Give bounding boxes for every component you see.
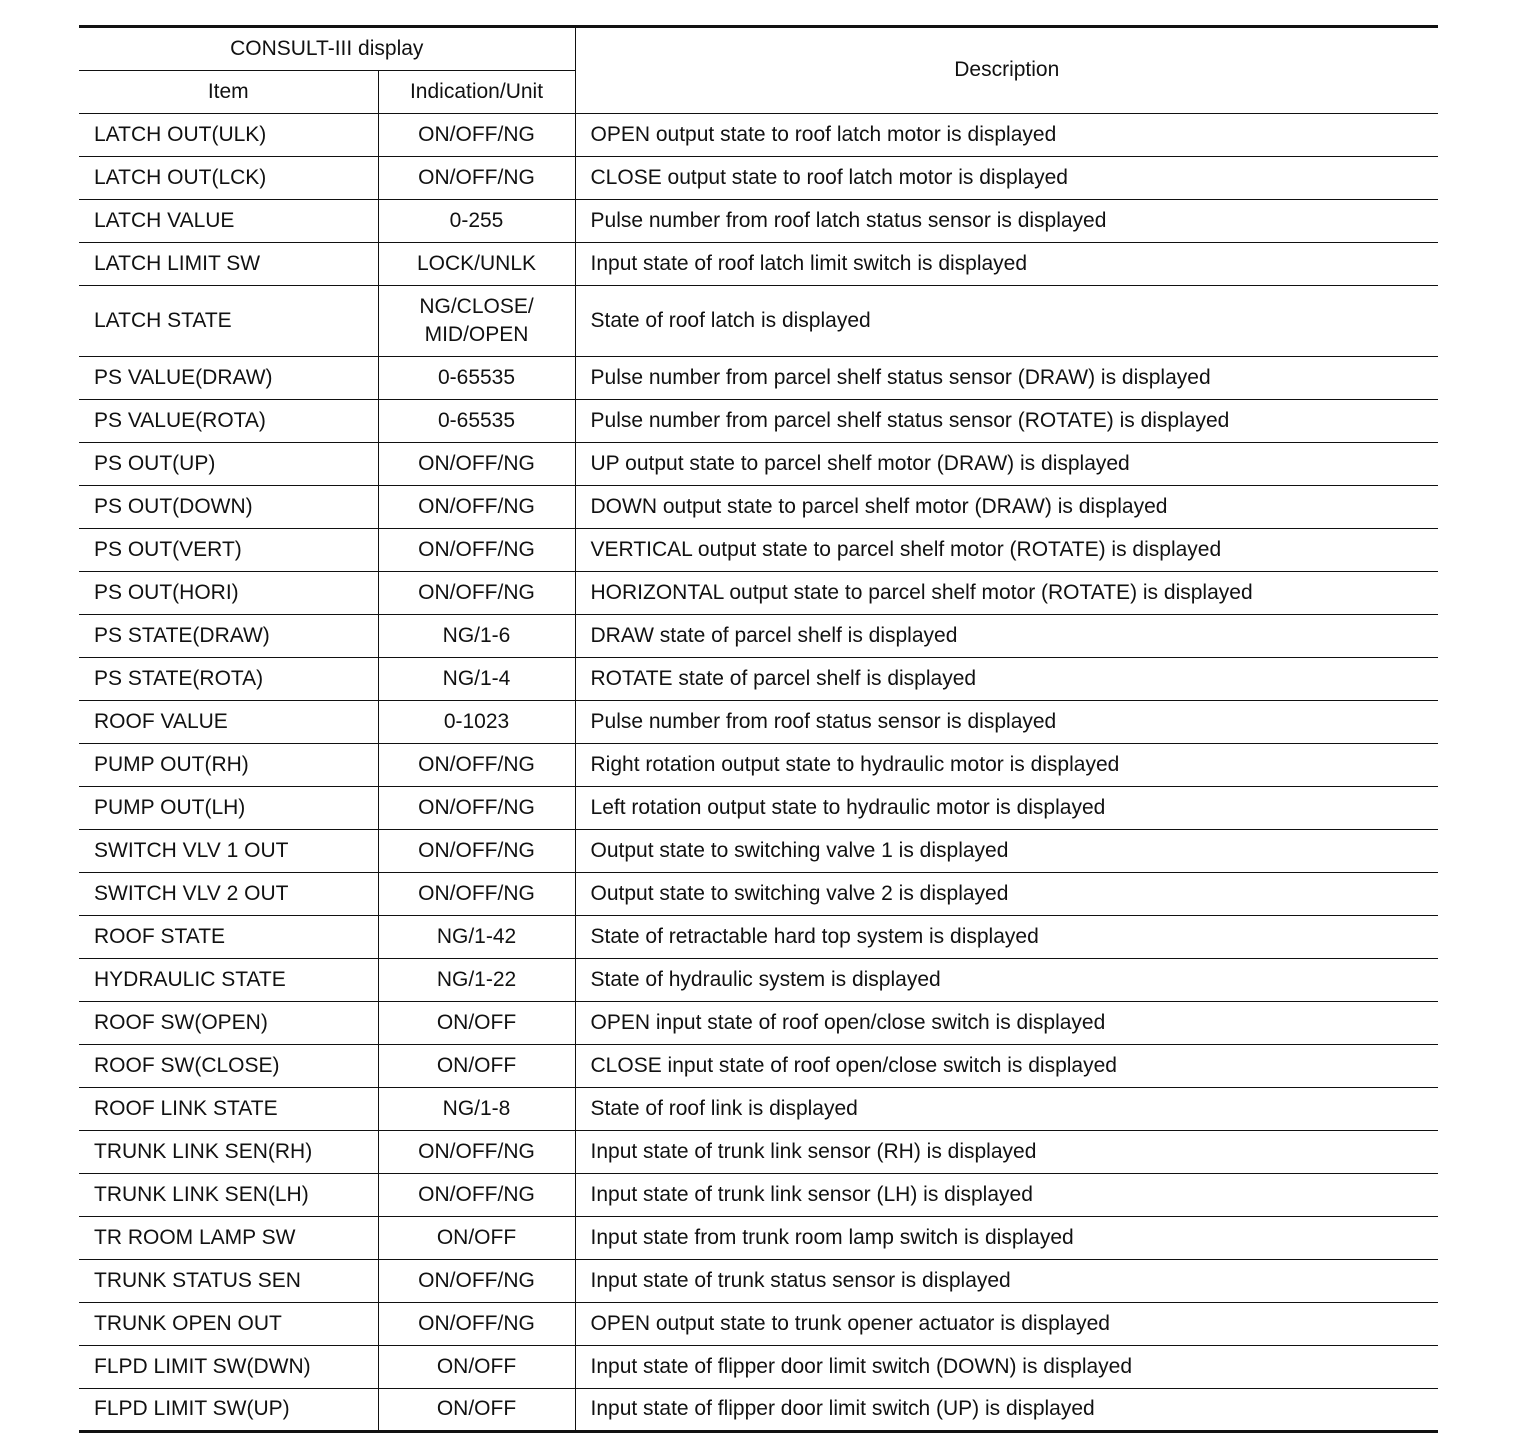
item-cell: SWITCH VLV 1 OUT [79,830,378,873]
description-cell: Input state of flipper door limit switch (DOWN) is displayed [575,1346,1438,1389]
indication-cell: ON/OFF/NG [378,1260,575,1303]
table-row [79,200,1438,243]
indication-cell: NG/1-42 [378,916,575,959]
description-cell: CLOSE input state of roof open/close switch is displayed [575,1045,1438,1088]
item-cell: TRUNK LINK SEN(RH) [79,1131,378,1174]
indication-cell: ON/OFF [378,1217,575,1260]
indication-cell: ON/OFF/NG [378,486,575,529]
indication-cell: ON/OFF/NG [378,787,575,830]
indication-cell: 0-65535 [378,400,575,443]
table-row [79,1088,1438,1131]
table-row [79,1131,1438,1174]
indication-cell: ON/OFF [378,1389,575,1432]
indication-cell: NG/1-6 [378,615,575,658]
item-cell: FLPD LIMIT SW(UP) [79,1389,378,1432]
item-cell: ROOF SW(OPEN) [79,1002,378,1045]
description-cell: State of retractable hard top system is displayed [575,916,1438,959]
header-item: Item [79,71,378,114]
table-row [79,1346,1438,1389]
table-row [79,701,1438,744]
description-cell: OPEN output state to trunk opener actuator is displayed [575,1303,1438,1346]
description-cell: OPEN output state to roof latch motor is displayed [575,114,1438,157]
item-cell: SWITCH VLV 2 OUT [79,873,378,916]
indication-cell: ON/OFF [378,1045,575,1088]
indication-line: MID/OPEN [424,323,529,346]
indication-cell: ON/OFF/NG [378,744,575,787]
indication-cell: 0-1023 [378,701,575,744]
indication-line: NG/CLOSE/ [419,294,534,318]
table-row [79,744,1438,787]
item-cell: ROOF SW(CLOSE) [79,1045,378,1088]
item-cell: LATCH VALUE [79,200,378,243]
description-cell: Output state to switching valve 2 is displayed [575,873,1438,916]
description-cell: State of roof link is displayed [575,1088,1438,1131]
item-cell: TRUNK LINK SEN(LH) [79,1174,378,1217]
indication-cell [378,286,575,357]
table-header [79,27,1438,114]
item-cell: LATCH OUT(ULK) [79,114,378,157]
indication-cell: LOCK/UNLK [378,243,575,286]
item-cell: PS OUT(UP) [79,443,378,486]
indication-cell: NG/1-8 [378,1088,575,1131]
item-cell: HYDRAULIC STATE [79,959,378,1002]
description-cell: VERTICAL output state to parcel shelf motor (ROTATE) is displayed [575,529,1438,572]
indication-cell: ON/OFF/NG [378,830,575,873]
table-row [79,615,1438,658]
indication-cell: 0-65535 [378,357,575,400]
description-cell: Input state of trunk link sensor (RH) is displayed [575,1131,1438,1174]
item-cell: PS OUT(HORI) [79,572,378,615]
description-cell: CLOSE output state to roof latch motor is displayed [575,157,1438,200]
table-row [79,1389,1438,1432]
description-cell: Pulse number from parcel shelf status sensor (ROTATE) is displayed [575,400,1438,443]
header-indication-unit: Indication/Unit [378,71,575,114]
table-row [79,114,1438,157]
item-cell: TRUNK OPEN OUT [79,1303,378,1346]
table-row [79,830,1438,873]
description-cell: Output state to switching valve 1 is displayed [575,830,1438,873]
table-row [79,529,1438,572]
item-cell: PUMP OUT(RH) [79,744,378,787]
indication-cell: ON/OFF/NG [378,529,575,572]
description-cell: Left rotation output state to hydraulic motor is displayed [575,787,1438,830]
item-cell: LATCH OUT(LCK) [79,157,378,200]
header-row-group [79,27,1438,71]
table-row [79,658,1438,701]
table-row [79,1002,1438,1045]
item-cell: TRUNK STATUS SEN [79,1260,378,1303]
indication-cell: ON/OFF/NG [378,443,575,486]
indication-cell: ON/OFF/NG [378,572,575,615]
indication-cell: ON/OFF [378,1002,575,1045]
header-description: Description [575,27,1438,114]
table-row [79,286,1438,357]
description-cell: Pulse number from roof latch status sensor is displayed [575,200,1438,243]
item-cell: TR ROOM LAMP SW [79,1217,378,1260]
table-row [79,787,1438,830]
indication-cell: ON/OFF/NG [378,114,575,157]
description-cell: Pulse number from parcel shelf status sensor (DRAW) is displayed [575,357,1438,400]
description-cell: State of hydraulic system is displayed [575,959,1438,1002]
table-row [79,400,1438,443]
description-cell: Input state of roof latch limit switch is displayed [575,243,1438,286]
item-cell: ROOF STATE [79,916,378,959]
table-body [79,114,1438,1432]
item-cell: PS OUT(DOWN) [79,486,378,529]
description-cell: ROTATE state of parcel shelf is displayed [575,658,1438,701]
table-row [79,916,1438,959]
item-cell: ROOF LINK STATE [79,1088,378,1131]
table-row [79,1260,1438,1303]
item-cell: PS VALUE(DRAW) [79,357,378,400]
indication-cell: ON/OFF/NG [378,1131,575,1174]
description-cell: DRAW state of parcel shelf is displayed [575,615,1438,658]
header-consult-display: CONSULT-III display [79,27,575,71]
table-row [79,959,1438,1002]
item-cell: PS VALUE(ROTA) [79,400,378,443]
description-cell: Input state of trunk status sensor is displayed [575,1260,1438,1303]
table-row [79,486,1438,529]
item-cell: LATCH LIMIT SW [79,243,378,286]
description-cell: Input state from trunk room lamp switch is displayed [575,1217,1438,1260]
description-cell: Input state of flipper door limit switch (UP) is displayed [575,1389,1438,1432]
item-cell: FLPD LIMIT SW(DWN) [79,1346,378,1389]
description-cell: HORIZONTAL output state to parcel shelf motor (ROTATE) is displayed [575,572,1438,615]
item-cell: LATCH STATE [79,286,378,357]
indication-cell: 0-255 [378,200,575,243]
item-cell: PUMP OUT(LH) [79,787,378,830]
description-cell: Pulse number from roof status sensor is displayed [575,701,1438,744]
item-cell: PS OUT(VERT) [79,529,378,572]
item-cell: ROOF VALUE [79,701,378,744]
table-row [79,443,1438,486]
table-row [79,1217,1438,1260]
description-cell: Input state of trunk link sensor (LH) is displayed [575,1174,1438,1217]
table-row [79,873,1438,916]
table-row [79,1045,1438,1088]
consult-display-table [79,25,1438,1433]
indication-cell: ON/OFF/NG [378,873,575,916]
description-cell: DOWN output state to parcel shelf motor (DRAW) is displayed [575,486,1438,529]
table-row [79,1174,1438,1217]
table-row [79,1303,1438,1346]
indication-cell: ON/OFF/NG [378,157,575,200]
table-row [79,357,1438,400]
item-cell: PS STATE(DRAW) [79,615,378,658]
description-cell: UP output state to parcel shelf motor (DRAW) is displayed [575,443,1438,486]
table-row [79,572,1438,615]
indication-cell: NG/1-4 [378,658,575,701]
item-cell: PS STATE(ROTA) [79,658,378,701]
table-row [79,157,1438,200]
description-cell: Right rotation output state to hydraulic motor is displayed [575,744,1438,787]
table-row [79,243,1438,286]
indication-cell: ON/OFF [378,1346,575,1389]
indication-cell: ON/OFF/NG [378,1303,575,1346]
indication-cell: ON/OFF/NG [378,1174,575,1217]
description-cell: OPEN input state of roof open/close switch is displayed [575,1002,1438,1045]
description-cell: State of roof latch is displayed [575,286,1438,357]
indication-cell: NG/1-22 [378,959,575,1002]
